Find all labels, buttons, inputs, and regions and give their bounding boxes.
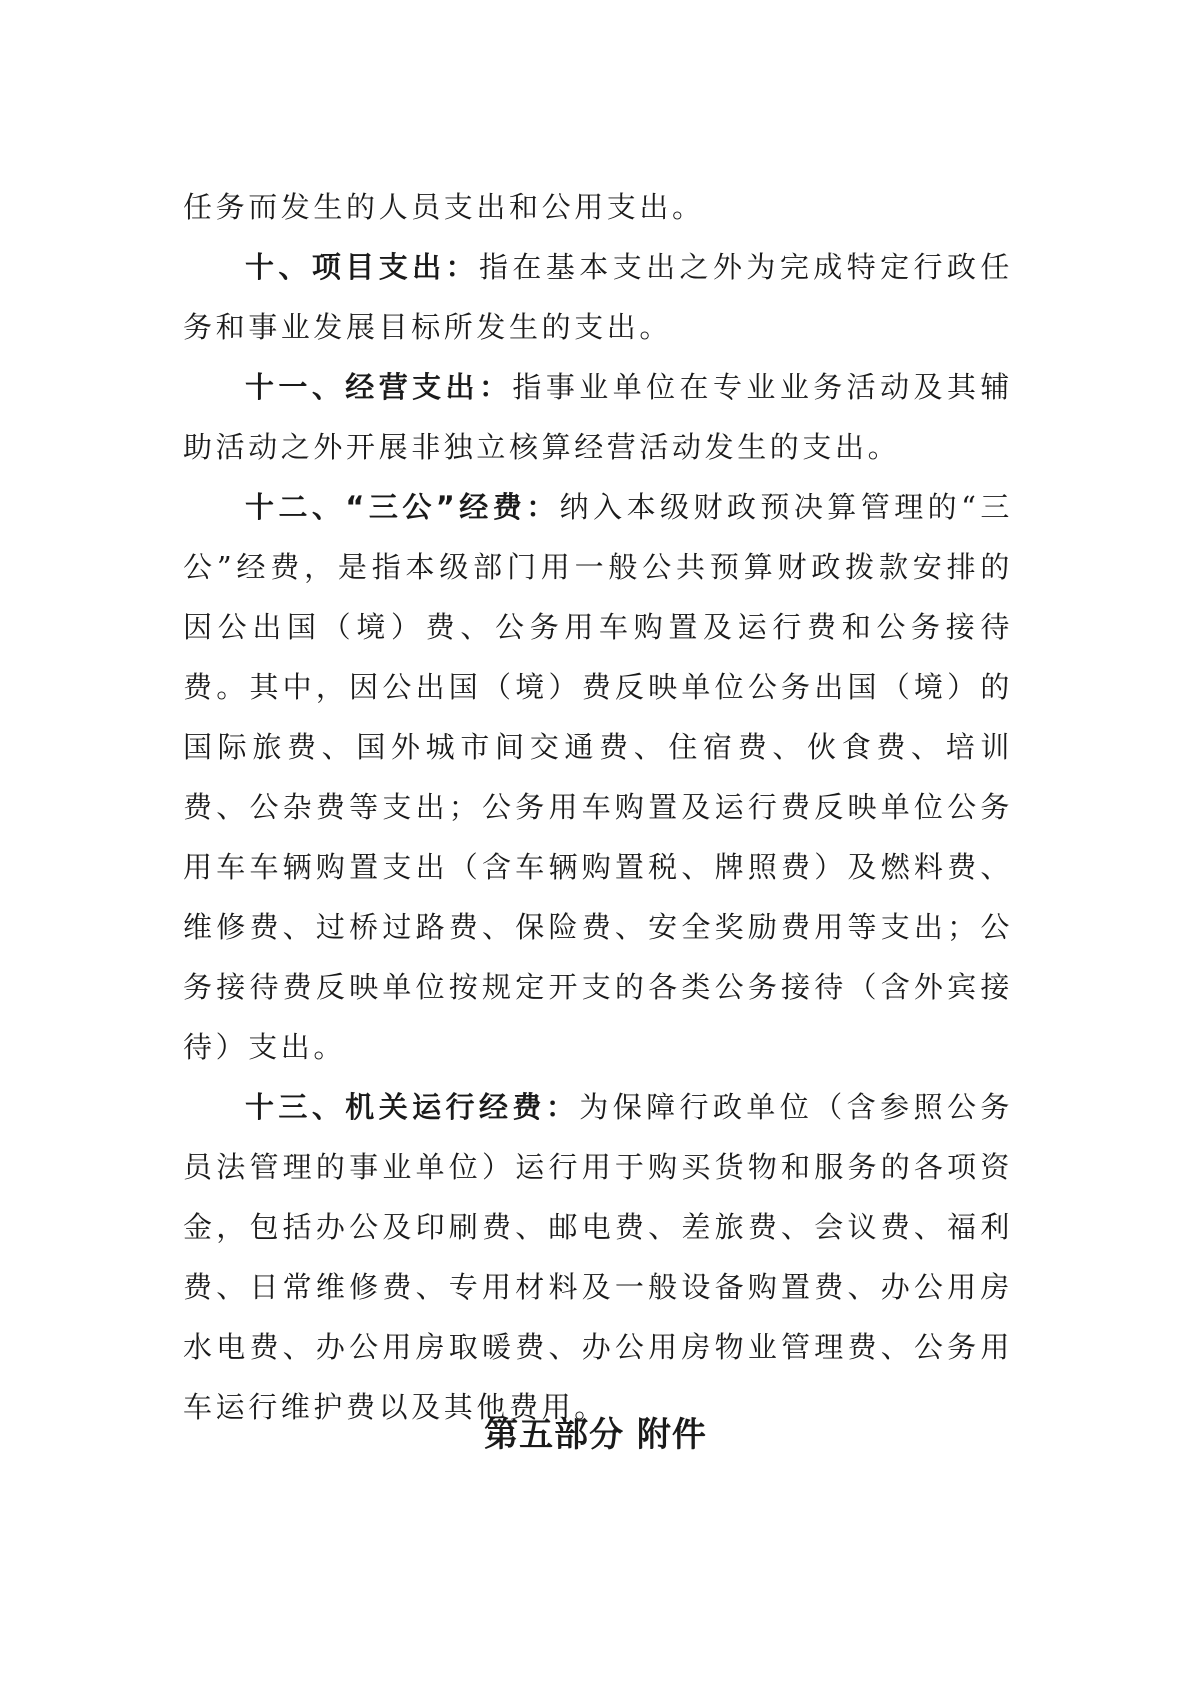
body-text (183, 177, 1013, 1437)
paragraph-body: 指在基本支出之外为完成特定行政任务和事业发展目标所发生的支出。 (183, 250, 1014, 344)
term-label: 十一、经营支出： (245, 370, 513, 404)
paragraph-body: 为保障行政单位（含参照公务员法管理的事业单位）运行用于购买货物和服务的各项资金，包括办公及印刷费、邮电费、差旅费、会议费、福利费、日常维修费、专用材料及一般设备购置费、办公用房水电费、办公用房取暖费、办公用房物业管理费、公务用车运行维护费以及其他费用。 (183, 1090, 1013, 1424)
term-label: 十、项目支出： (245, 250, 479, 284)
term-label: 十三、机关运行经费： (245, 1090, 580, 1124)
paragraph-project-expenditure (183, 237, 1013, 357)
paragraph-operating-expenditure (183, 357, 1013, 477)
paragraph-body: 纳入本级财政预决算管理的“三公”经费，是指本级部门用一般公共预算财政拨款安排的因公出国（境）费、公务用车购置及运行费和公务接待费。其中，因公出国（境）费反映单位公务出国（境）的国际旅费、国外城市间交通费、住宿费、伙食费、培训费、公杂费等支出；公务用车购置及运行费反映单位公务用车车辆购置支出（含车辆购置税、牌照费）及燃料费、维修费、过桥过路费、保险费、安全奖励费用等支出；公务接待费反映单位按规定开支的各类公务接待（含外宾接待）支出。 (183, 490, 1013, 1064)
term-label: 十二、“三公”经费： (245, 490, 560, 524)
section-heading: 第五部分 附件 (484, 1415, 707, 1455)
paragraph-three-public-funds (183, 477, 1013, 1077)
paragraph-agency-operating-funds (183, 1077, 1013, 1437)
paragraph-body: 任务而发生的人员支出和公用支出。 (183, 190, 705, 224)
paragraph-body: 指事业单位在专业业务活动及其辅助活动之外开展非独立核算经营活动发生的支出。 (183, 370, 1013, 464)
paragraph-continuation (183, 177, 1013, 237)
